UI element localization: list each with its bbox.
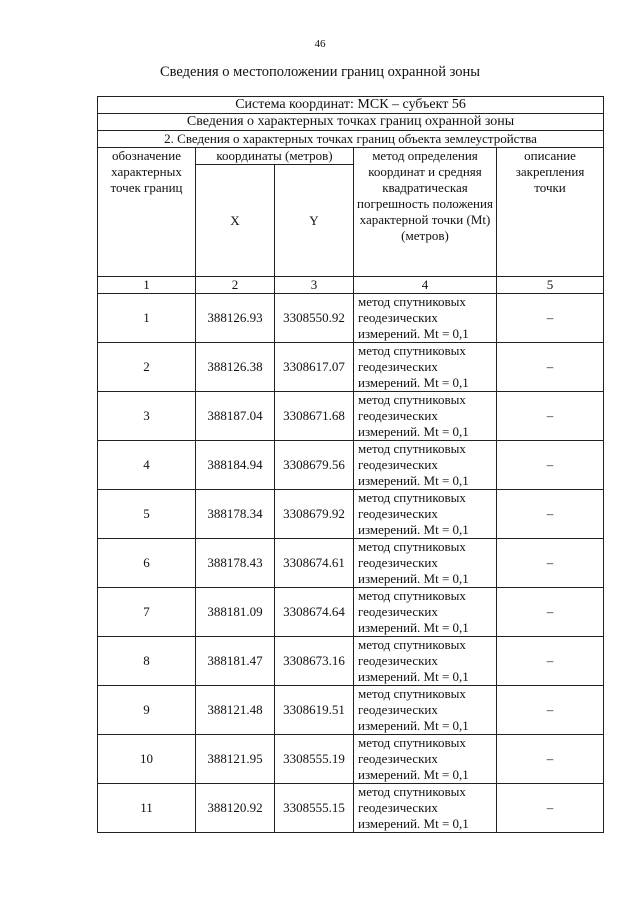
- document-title: Сведения о местоположении границ охранной зоны: [159, 64, 480, 80]
- point-cell: 7: [98, 588, 196, 637]
- fixing-cell: –: [497, 588, 604, 637]
- header-y: Y: [275, 165, 354, 277]
- method-cell: метод спутниковых геодезических измерений. Mt = 0,1: [354, 735, 497, 784]
- section-title-row: Сведения о характерных точках границ охранной зоны: [98, 114, 604, 131]
- y-coordinate-cell: 3308555.19: [275, 735, 354, 784]
- method-cell: метод спутниковых геодезических измерений. Mt = 0,1: [354, 686, 497, 735]
- column-number: 4: [354, 277, 497, 294]
- y-coordinate-cell: 3308674.61: [275, 539, 354, 588]
- method-cell: метод спутниковых геодезических измерений. Mt = 0,1: [354, 539, 497, 588]
- column-number: 1: [98, 277, 196, 294]
- table-row: [98, 588, 604, 637]
- x-coordinate-cell: 388126.93: [196, 294, 275, 343]
- table-row: [98, 686, 604, 735]
- boundary-points-table: [97, 96, 604, 833]
- fixing-cell: –: [497, 686, 604, 735]
- column-number: 2: [196, 277, 275, 294]
- y-coordinate-cell: 3308619.51: [275, 686, 354, 735]
- method-cell: метод спутниковых геодезических измерений. Mt = 0,1: [354, 343, 497, 392]
- x-coordinate-cell: 388121.48: [196, 686, 275, 735]
- column-number: 5: [497, 277, 604, 294]
- point-cell: 11: [98, 784, 196, 833]
- point-cell: 5: [98, 490, 196, 539]
- header-method: метод определения координат и средняя квадратическая погрешность положения характерной точки (Mt) (метров): [354, 148, 497, 277]
- method-cell: метод спутниковых геодезических измерений. Mt = 0,1: [354, 294, 497, 343]
- point-cell: 9: [98, 686, 196, 735]
- subsection-title-row: 2. Сведения о характерных точках границ объекта землеустройства: [98, 131, 604, 148]
- table-row: [98, 637, 604, 686]
- y-coordinate-cell: 3308617.07: [275, 343, 354, 392]
- y-coordinate-cell: 3308679.56: [275, 441, 354, 490]
- table-row: [98, 441, 604, 490]
- y-coordinate-cell: 3308674.64: [275, 588, 354, 637]
- fixing-cell: –: [497, 490, 604, 539]
- header-fixing: описание закрепления точки: [497, 148, 604, 277]
- fixing-cell: –: [497, 343, 604, 392]
- header-designation: обозначение характерных точек границ: [98, 148, 196, 277]
- point-cell: 4: [98, 441, 196, 490]
- method-cell: метод спутниковых геодезических измерений. Mt = 0,1: [354, 588, 497, 637]
- fixing-cell: –: [497, 539, 604, 588]
- point-cell: 1: [98, 294, 196, 343]
- x-coordinate-cell: 388178.43: [196, 539, 275, 588]
- y-coordinate-cell: 3308673.16: [275, 637, 354, 686]
- x-coordinate-cell: 388187.04: [196, 392, 275, 441]
- header-x: X: [196, 165, 275, 277]
- coordinate-system-row: Система координат: МСК – субъект 56: [98, 97, 604, 114]
- x-coordinate-cell: 388181.09: [196, 588, 275, 637]
- table-row: [98, 343, 604, 392]
- column-number: 3: [275, 277, 354, 294]
- method-cell: метод спутниковых геодезических измерений. Mt = 0,1: [354, 441, 497, 490]
- x-coordinate-cell: 388126.38: [196, 343, 275, 392]
- fixing-cell: –: [497, 637, 604, 686]
- point-cell: 8: [98, 637, 196, 686]
- point-cell: 10: [98, 735, 196, 784]
- fixing-cell: –: [497, 784, 604, 833]
- x-coordinate-cell: 388184.94: [196, 441, 275, 490]
- y-coordinate-cell: 3308550.92: [275, 294, 354, 343]
- header-coordinates: координаты (метров): [196, 148, 354, 165]
- page-number: 46: [314, 38, 326, 50]
- table-row: [98, 490, 604, 539]
- fixing-cell: –: [497, 392, 604, 441]
- table-row: [98, 735, 604, 784]
- table-row: [98, 784, 604, 833]
- table-row: [98, 539, 604, 588]
- point-cell: 3: [98, 392, 196, 441]
- fixing-cell: –: [497, 735, 604, 784]
- x-coordinate-cell: 388121.95: [196, 735, 275, 784]
- fixing-cell: –: [497, 441, 604, 490]
- method-cell: метод спутниковых геодезических измерений. Mt = 0,1: [354, 784, 497, 833]
- x-coordinate-cell: 388178.34: [196, 490, 275, 539]
- x-coordinate-cell: 388120.92: [196, 784, 275, 833]
- method-cell: метод спутниковых геодезических измерений. Mt = 0,1: [354, 392, 497, 441]
- table-row: [98, 392, 604, 441]
- fixing-cell: –: [497, 294, 604, 343]
- point-cell: 6: [98, 539, 196, 588]
- y-coordinate-cell: 3308555.15: [275, 784, 354, 833]
- y-coordinate-cell: 3308679.92: [275, 490, 354, 539]
- point-cell: 2: [98, 343, 196, 392]
- x-coordinate-cell: 388181.47: [196, 637, 275, 686]
- method-cell: метод спутниковых геодезических измерений. Mt = 0,1: [354, 490, 497, 539]
- y-coordinate-cell: 3308671.68: [275, 392, 354, 441]
- table-row: [98, 294, 604, 343]
- method-cell: метод спутниковых геодезических измерений. Mt = 0,1: [354, 637, 497, 686]
